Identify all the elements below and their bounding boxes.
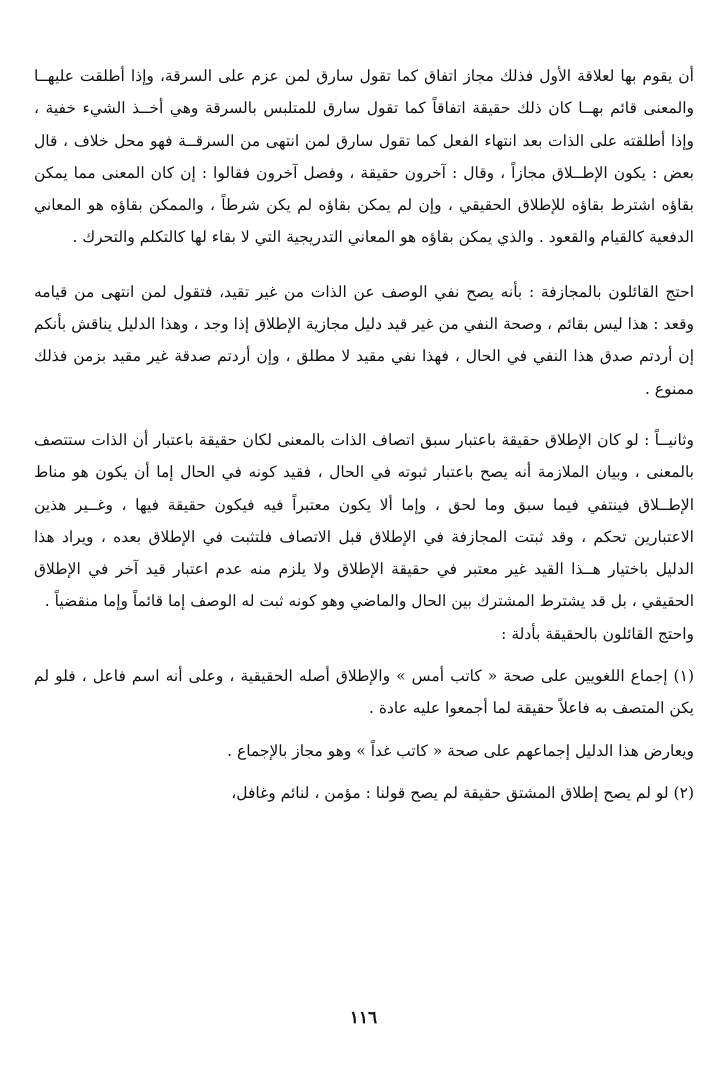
paragraph-7: (٢) لو لم يصح إطلاق المشتق حقيقة لم يصح قولنا : مؤمن ، لنائم وغافل، xyxy=(231,783,694,802)
paragraph-3: وثانيــاً : لو كان الإطلاق حقيقة باعتبار سبق اتصاف الذات بالمعنى لكان حقيقة باعتبار أن الذات ستتصف بالمعنى ، وبيان الملازمة أنه يصح باعتبار ثبوته في الحال ، فقيد كونه في الحال إما أن يكون هو مناط الإطــلاق فينتفي فيما سبق وما لحق ، وإما ألا يكون معتبراً فيه فيكون حقيقة فيها ، وغــير هذين الاعتبارين تحكم ، وقد ثبتت المجازفة في الإطلاق قبل الاتصاف فلتثبت في الإطلاق بعده ، ويراد هذا الدليل باختيار هــذا القيد غير معتبر في حقيقة الإطلاق ولا يلزم منه عدم اعتبار قيد آخر في الإطلاق الحقيقي ، بل قد يشترط المشترك بين الحال والماضي وهو كونه ثبت له الوصف إما قائماً وإما منقضياً . xyxy=(34,430,694,611)
paragraph-6: ويعارض هذا الدليل إجماعهم على صحة « كاتب غداً » وهو مجاز بالإجماع . xyxy=(227,741,694,760)
page-body xyxy=(34,60,694,1060)
page-number: ١١٦ xyxy=(349,1008,378,1028)
paragraph-2: احتج القائلون بالمجازفة : بأنه يصح نفي الوصف عن الذات من غير تقيد، فتقول لمن انتهى من قيامه وقعد : هذا ليس بقائم ، وصحة النفي من غير قيد دليل مجازية الإطلاق إذا وجد ، وهذا الدليل يناقش بأنكم إن أردتم صدق هذا النفي في الحال ، فهذا نفي مقيد لا مطلق ، وإن أردتم صدقة غير مقيد بزمن فذلك ممنوع . xyxy=(34,282,694,398)
paragraph-4: واحتج القائلون بالحقيقة بأدلة : xyxy=(501,624,694,643)
paragraph-5: (١) إجماع اللغويين على صحة « كاتب أمس » والإطلاق أصله الحقيقية ، وعلى أنه اسم فاعل ، فلو لم يكن المتصف به فاعلاً حقيقة لما أجمعوا عليه عادة . xyxy=(34,667,694,718)
paragraph-1: أن يقوم بها لعلاقة الأول فذلك مجاز اتفاق كما تقول سارق لمن عزم على السرقة، وإذا أطلقت عليهــا والمعنى قائم بهــا كان ذلك حقيقة اتفاقاً كما تقول سارق للمتلبس بالسرقة وهي أخــذ الشيء خفية ، وإذا أطلقته على الذات بعد انتهاء الفعل كما تقول سارق لمن انتهى من السرقــة فهو محل خلاف ، قال بعض : يكون الإطــلاق مجازاً ، وقال : آخرون حقيقة ، وفصل آخرون فقالوا : إن كان المعنى مما يمكن بقاؤه اشترط بقاؤه للإطلاق الحقيقي ، وإن لم يمكن بقاؤه لم يكن شرطاً ، والممكن بقاؤه هو المعاني الدفعية كالقيام والقعود . والذي يمكن بقاؤه هو المعاني التدريجية التي لا بقاء لها كالتكلم والتحرك . xyxy=(34,67,694,247)
